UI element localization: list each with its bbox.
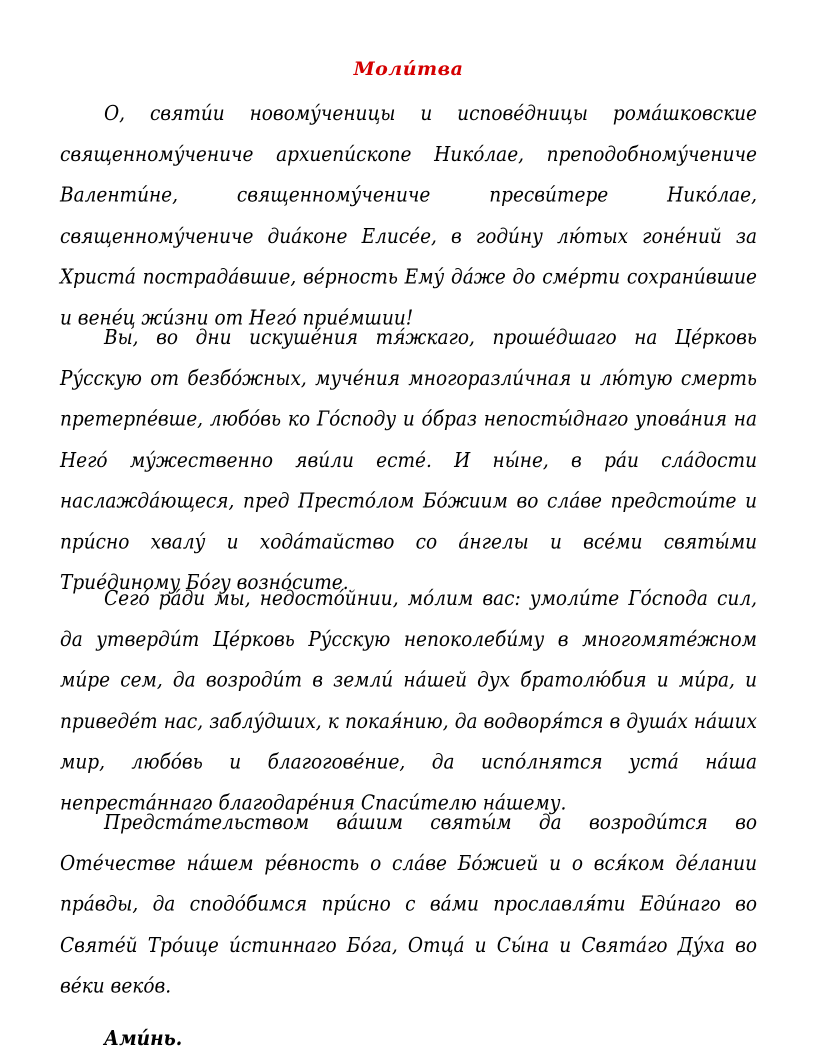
paragraph-3: Сего́ ра́ди мы, недосто́йнии, мо́лим вас: умоли́те Го́спода сил, да утверди́т Це́рковь Ру́сскую непоколеби́му в многомяте́жном ми́ре сем, да возроди́т в земли́ на́шей дух братолю́бия и ми́ра, и приведе́т нас, заблу́дших, к покая́нию, да водворя́тся в душа́х на́ших мир, любо́вь и благогове́ние, да испо́лнятся уста́ на́ша непреста́ннаго благодаре́ния Спаси́телю на́шему. bbox=[60, 586, 757, 815]
prayer-title: Моли́тва bbox=[353, 58, 464, 80]
document-page bbox=[60, 58, 757, 1051]
paragraph-2: Вы, во дни искуше́ния тя́жкаго, проше́дшаго на Це́рковь Ру́сскую от безбо́жных, муче́ния многоразли́чная и лю́тую смерть претерпе́вше, любо́вь ко Го́споду и о́браз непосты́днаго упова́ния на Него́ му́жественно яви́ли есте́. И ны́не, в ра́и сла́дости наслажда́ющеся, пред Престо́лом Бо́жиим во сла́ве предстои́те и при́сно хвалу́ и хода́тайство со а́нгелы и все́ми святы́ми Трие́диному Бо́гу возно́сите. bbox=[60, 325, 757, 595]
paragraph-4: Предста́тельством ва́шим святы́м да возроди́тся во Оте́честве на́шем ре́вность о сла́ве Бо́жией и о вся́ком де́лании пра́вды, да сподо́бимся при́сно с ва́ми прославля́ти Еди́наго во Святе́й Тро́ице и́стиннаго Бо́га, Отца́ и Сы́на и Свята́го Ду́ха во ве́ки веко́в. bbox=[60, 810, 757, 998]
amen-line: Ами́нь. bbox=[104, 1027, 183, 1051]
paragraph-1: О, святи́и новому́ченицы и испове́дницы рома́шковские священному́чениче архиепи́скопе Нико́лае, преподобному́чениче Валенти́не, священному́чениче пресви́тере Нико́лае, священному́чениче диа́коне Елисе́е, в годи́ну лю́тых гоне́ний за Христа́ пострада́вшие, ве́рность Ему́ да́же до сме́рти сохрани́вшие и вене́ц жи́зни от Него́ прие́мшии! bbox=[60, 101, 757, 330]
